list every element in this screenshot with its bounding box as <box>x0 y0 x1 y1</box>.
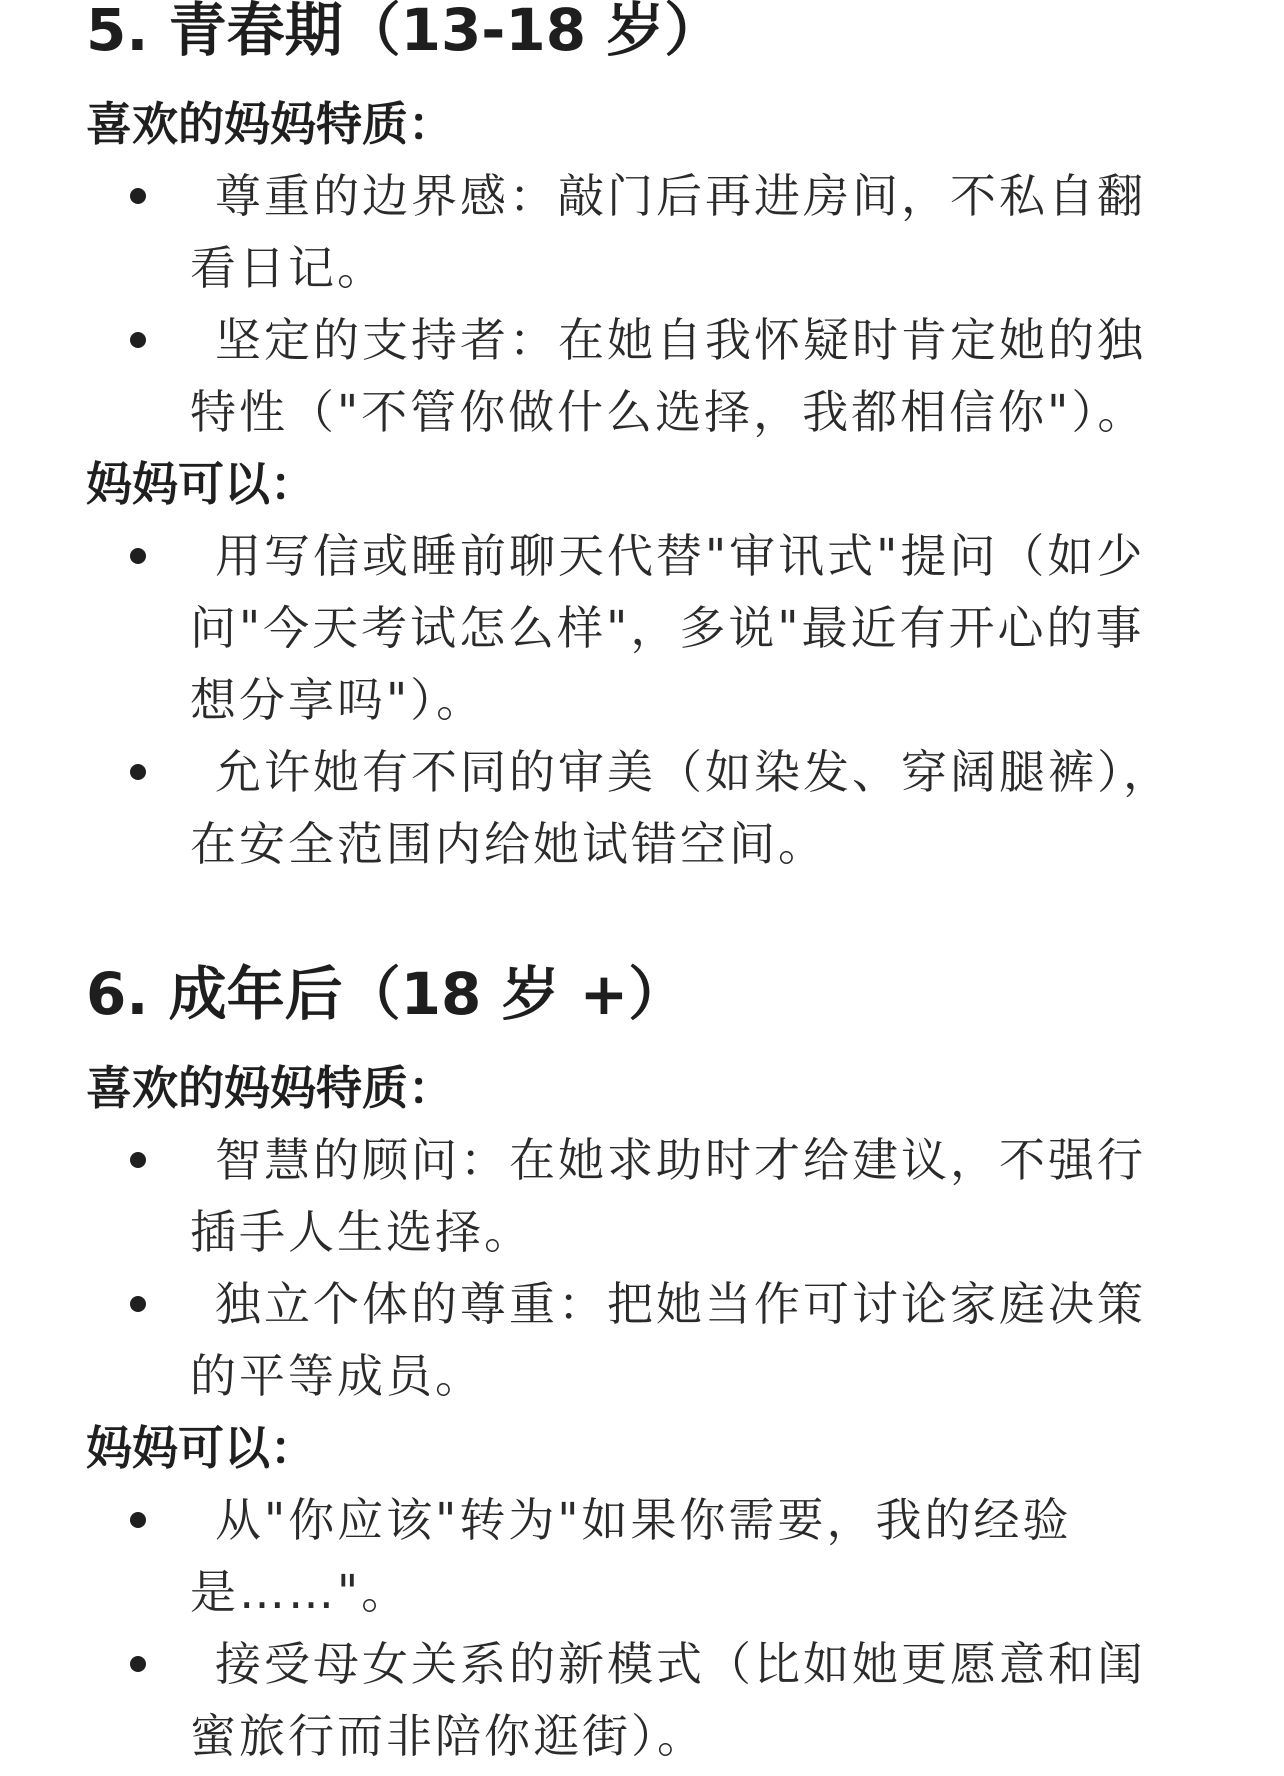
list-item <box>0 160 1284 304</box>
list-item-line: 特性（"不管你做什么选择，我都相信你"）。 <box>190 385 1147 439</box>
list-item-line: 用写信或睡前聊天代替"审讯式"提问（如少 <box>215 529 1146 583</box>
bullet-dot-icon <box>130 764 146 780</box>
actions-label: 妈妈可以： <box>86 457 316 511</box>
bullet-dot-icon <box>130 548 146 564</box>
list-item-line: 智慧的顾问：在她求助时才给建议，不强行 <box>215 1133 1146 1187</box>
actions-list <box>0 1484 1284 1772</box>
list-item-line: 的平等成员。 <box>190 1349 484 1403</box>
list-item-line: 问"今天考试怎么样"，多说"最近有开心的事 <box>190 601 1145 655</box>
actions-label: 妈妈可以： <box>86 1421 316 1475</box>
traits-label: 喜欢的妈妈特质： <box>86 97 454 151</box>
traits-list <box>0 160 1284 448</box>
list-item-line: 蜜旅行而非陪你逛街）。 <box>190 1709 706 1763</box>
list-item-line: 尊重的边界感：敲门后再进房间，不私自翻 <box>215 169 1146 223</box>
list-item <box>0 520 1284 736</box>
list-item <box>0 1484 1284 1628</box>
list-item-line: 在安全范围内给她试错空间。 <box>190 817 827 871</box>
list-item <box>0 1124 1284 1268</box>
actions-list <box>0 520 1284 880</box>
list-item-line: 看日记。 <box>190 241 386 295</box>
bullet-dot-icon <box>130 332 146 348</box>
list-item <box>0 736 1284 880</box>
traits-label: 喜欢的妈妈特质： <box>86 1061 454 1115</box>
list-item-line: 允许她有不同的审美（如染发、穿阔腿裤）， <box>215 745 1172 799</box>
section-adolescence <box>0 0 1284 880</box>
section-adulthood <box>0 960 1284 1772</box>
list-item-line: 是……"。 <box>190 1565 411 1619</box>
bullet-dot-icon <box>130 1656 146 1672</box>
section-title: 5. 青春期（13-18 岁） <box>86 0 723 64</box>
list-item-line: 独立个体的尊重：把她当作可讨论家庭决策 <box>215 1277 1146 1331</box>
list-item-line: 想分享吗"）。 <box>190 673 486 727</box>
section-title: 6. 成年后（18 岁 +） <box>86 960 687 1028</box>
list-item <box>0 1268 1284 1412</box>
list-item-line: 插手人生选择。 <box>190 1205 533 1259</box>
list-item-line: 接受母女关系的新模式（比如她更愿意和闺 <box>215 1637 1146 1691</box>
list-item <box>0 304 1284 448</box>
bullet-dot-icon <box>130 1512 146 1528</box>
list-item-line: 坚定的支持者：在她自我怀疑时肯定她的独 <box>215 313 1146 367</box>
list-item <box>0 1628 1284 1772</box>
traits-list <box>0 1124 1284 1412</box>
bullet-dot-icon <box>130 1152 146 1168</box>
bullet-dot-icon <box>130 1296 146 1312</box>
bullet-dot-icon <box>130 188 146 204</box>
list-item-line: 从"你应该"转为"如果你需要，我的经验 <box>215 1493 1072 1547</box>
